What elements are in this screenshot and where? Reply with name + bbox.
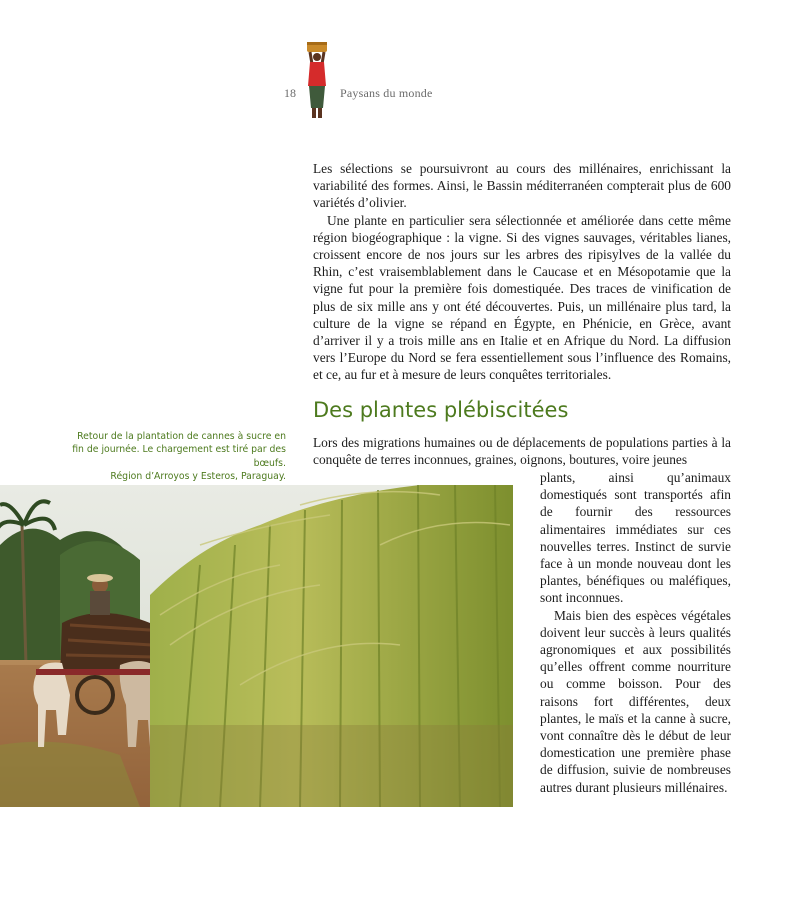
running-title: Paysans du monde	[340, 86, 433, 100]
article-intro	[313, 160, 731, 384]
paragraph-2: Une plante en particulier sera sélectionnée et améliorée dans cette même région biogéographique : la vigne. Si des vignes sauvages, véritables lianes, croissent encore de nos jours sur les arbres des ripisylves de la vallée du Rhin, c’est vraisemblablement dans le Caucase et en Mésopotamie que la vigne fut pour la première fois domestiquée. Des traces de vinification de plus de six mille ans y ont été découvertes. Puis, un millénaire plus tard, la culture de la vigne se répand en Égypte, en Phénicie, en Grèce, avant d’arriver il y a trois mille ans en Italie et en Afrique du Nord. La diffusion vers l’Europe du Nord se fera essentiellement sous l’influence des Romains, et ce, au fur et à mesure de leurs conquêtes territoriales.	[313, 212, 731, 383]
page-number: 18	[284, 86, 296, 100]
caption-line-2: Région d’Arroyos y Esteros, Paraguay.	[110, 471, 286, 483]
section-heading: Des plantes plébiscitées	[313, 398, 569, 422]
paragraph-1: Les sélections se poursuivront au cours des millénaires, enrichissant la variabilité des formes. Ainsi, le Bassin méditerranéen compterait plus de 600 variétés d’olivier.	[313, 161, 731, 211]
paragraph-4: Mais bien des espèces végétales doivent leur succès à leurs qualités agronomiques et aux possibilités qu’elles offrent comme nourriture ou comme boisson. Pour des raisons fort différentes, deux plantes, le maïs et la canne à sucre, vont connaître dès le début de leur domestication une première phase de diffusion, suivie de nombreuses autres durant plusieurs millénaires.	[540, 607, 731, 795]
caption-line-1: Retour de la plantation de cannes à sucre en fin de journée. Le chargement est tiré par des bœufs.	[72, 431, 286, 469]
woman-carrying-basket-icon	[300, 40, 334, 122]
paragraph-3-narrow: plants, ainsi qu’animaux domestiqués sont transportés afin de fournir des ressources alimentaires immédiates sur ces nouvelles terres. Instinct de survie face à un monde nouveau dont les plantes, bénéfiques ou maléfiques, sont inconnues.	[540, 470, 731, 606]
photo-caption	[70, 430, 286, 484]
paragraph-3-wide	[313, 434, 731, 468]
sugarcane-photo	[0, 485, 513, 807]
paragraph-3-wide-text: Lors des migrations humaines ou de déplacements de populations parties à la conquête de terres inconnues, graines, oignons, boutures, voire jeunes	[313, 435, 731, 468]
paragraph-column	[540, 469, 731, 796]
